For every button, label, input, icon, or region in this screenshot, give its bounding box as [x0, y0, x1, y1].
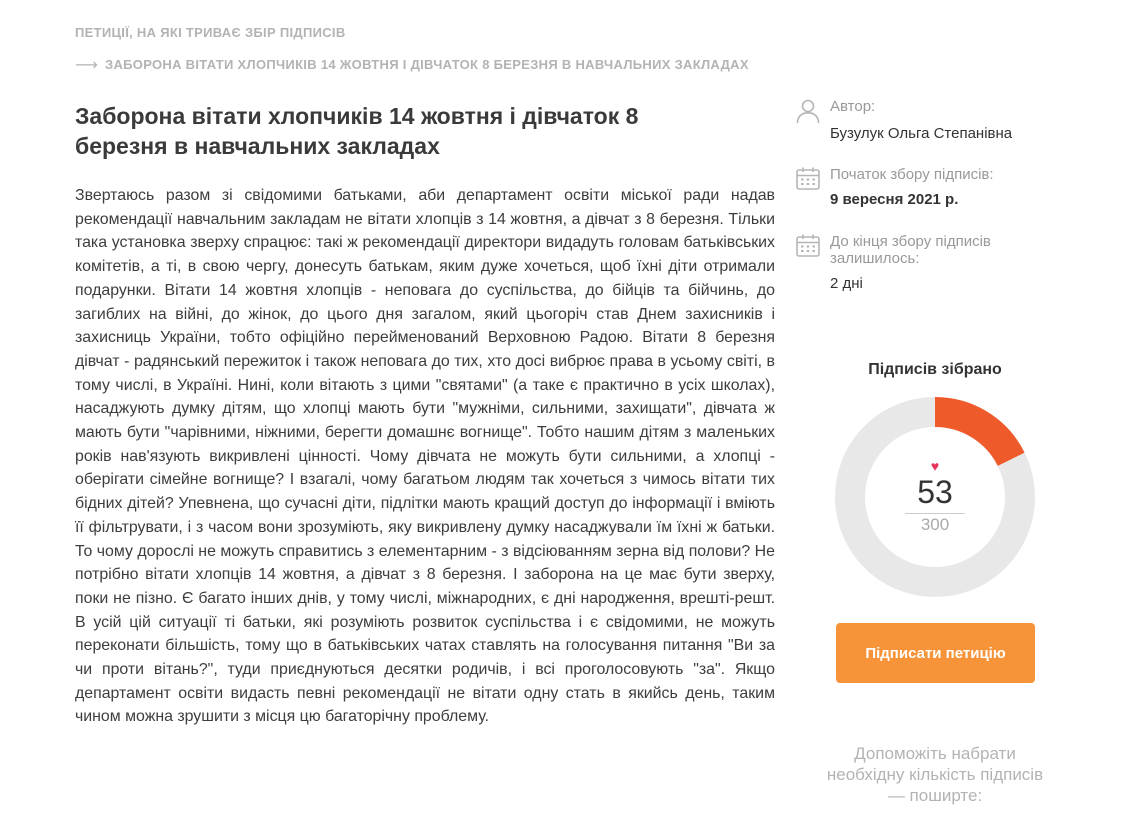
share-prompt: Допоможіть набрати необхідну кількість підписів — поширте: [826, 744, 1044, 805]
breadcrumb-current [75, 55, 749, 75]
remaining-value: 2 дні [830, 275, 863, 292]
signatures-count: 53 [917, 474, 953, 510]
author-label: Автор: [830, 98, 876, 115]
heart-icon: ♥ [930, 458, 940, 474]
calendar-icon [795, 166, 821, 192]
breadcrumb-current-label: ЗАБОРОНА ВІТАТИ ХЛОПЧИКІВ 14 ЖОВТНЯ І ДІВЧАТОК 8 БЕРЕЗНЯ В НАВЧАЛЬНИХ ЗАКЛАДАХ [105, 57, 749, 72]
arrow-right-icon: ⟶ [75, 57, 99, 74]
sign-petition-button[interactable]: Підписати петицію [836, 623, 1035, 683]
start-date-value: 9 вересня 2021 р. [830, 191, 959, 208]
remaining-label: До кінця збору підписів залишилось: [830, 233, 991, 267]
petition-body: Звертаюсь разом зі свідомими батьками, аби департамент освіти міської ради надав рекомендації навчальним закладам не вітати хлопців з 14 жовтня, а дівчат з 8 березня. Тільки така установка зверху спрацює: такі ж рекомендації директори видадуть головам батьківських комітетів, а ті, в свою чергу, донесуть батькам, яким дуже хочеться, щоб їхні діти отримали подарунки. Вітати 14 жовтня хлопців - неповага до суспільства, до бійців та бійчинь, до загиблих на війні, до жінок, до цього дня загалом, який цьогоріч став Днем захисників і захисниць України, тобто офіційно перейменований Верховною Радою. Вітати 8 березня дівчат - радянський пережиток і також неповага до тих, хто досі вибрює права в усьому світі, в тому числі, в Україні. Нині, коли вітають з цими "святами" (а таке є практично в усіх школах), насаджують думку дітям, що хлопці мають бути "мужніми, сильними, захищати", дівчата ж мають бути "чарівними, ніжними, берегти домашнє вогнище". Тобто нашим дітям з маленьких років нав'язують викривлені цінності. Чому дівчата не можуть бути сильними, а хлопці - оберігати сімейне вогнище? І взагалі, чому багатьом людям так хочеться з чимось вітати тих бідних дітей? Упевнена, що сучасні діти, підлітки мають кращий доступ до інформації і вміють її фільтрувати, і з часом вони зрозуміють, яку викривлену думку насаджували їм їхні ж батьки. То чому дорослі не можуть справитись з елементарним - з відсіюванням зерна від полови? Не потрібно вітати хлопців 14 жовтня, а дівчат з 8 березня. І заборона на це має бути зверху, поки не пізно. Є багато інших днів, у тому числі, міжнародних, є дні народження, врешті-решт. В усій цій ситуації ті батьки, які розуміють розвиток суспільства і є свідомими, не можуть переконати більшість, тому що в батьківських чатах ставлять на голосування питання "Ви за чи проти вітань?", туди приєднуються десятки родичів, і всі проголосовують "за". Якщо департамент освіти видасть певні рекомендації не вітати одну стать в якийсь день, таким чином можна зрушити з місця цю багаторічну проблему. [75, 187, 775, 726]
user-icon [795, 98, 821, 124]
petition-title: Заборона вітати хлопчиків 14 жовтня і дівчаток 8 березня в навчальних закладах [75, 103, 639, 159]
start-date-label: Початок збору підписів: [830, 166, 994, 183]
signatures-target: 300 [920, 515, 950, 534]
breadcrumb-parent-link[interactable]: ПЕТИЦІЇ, НА ЯКІ ТРИВАЄ ЗБІР ПІДПИСІВ [75, 25, 346, 40]
signatures-divider [905, 513, 965, 514]
signatures-heading: Підписів зібрано [868, 361, 1002, 378]
author-value: Бузулук Ольга Степанівна [830, 125, 1013, 142]
calendar-icon [795, 233, 821, 259]
